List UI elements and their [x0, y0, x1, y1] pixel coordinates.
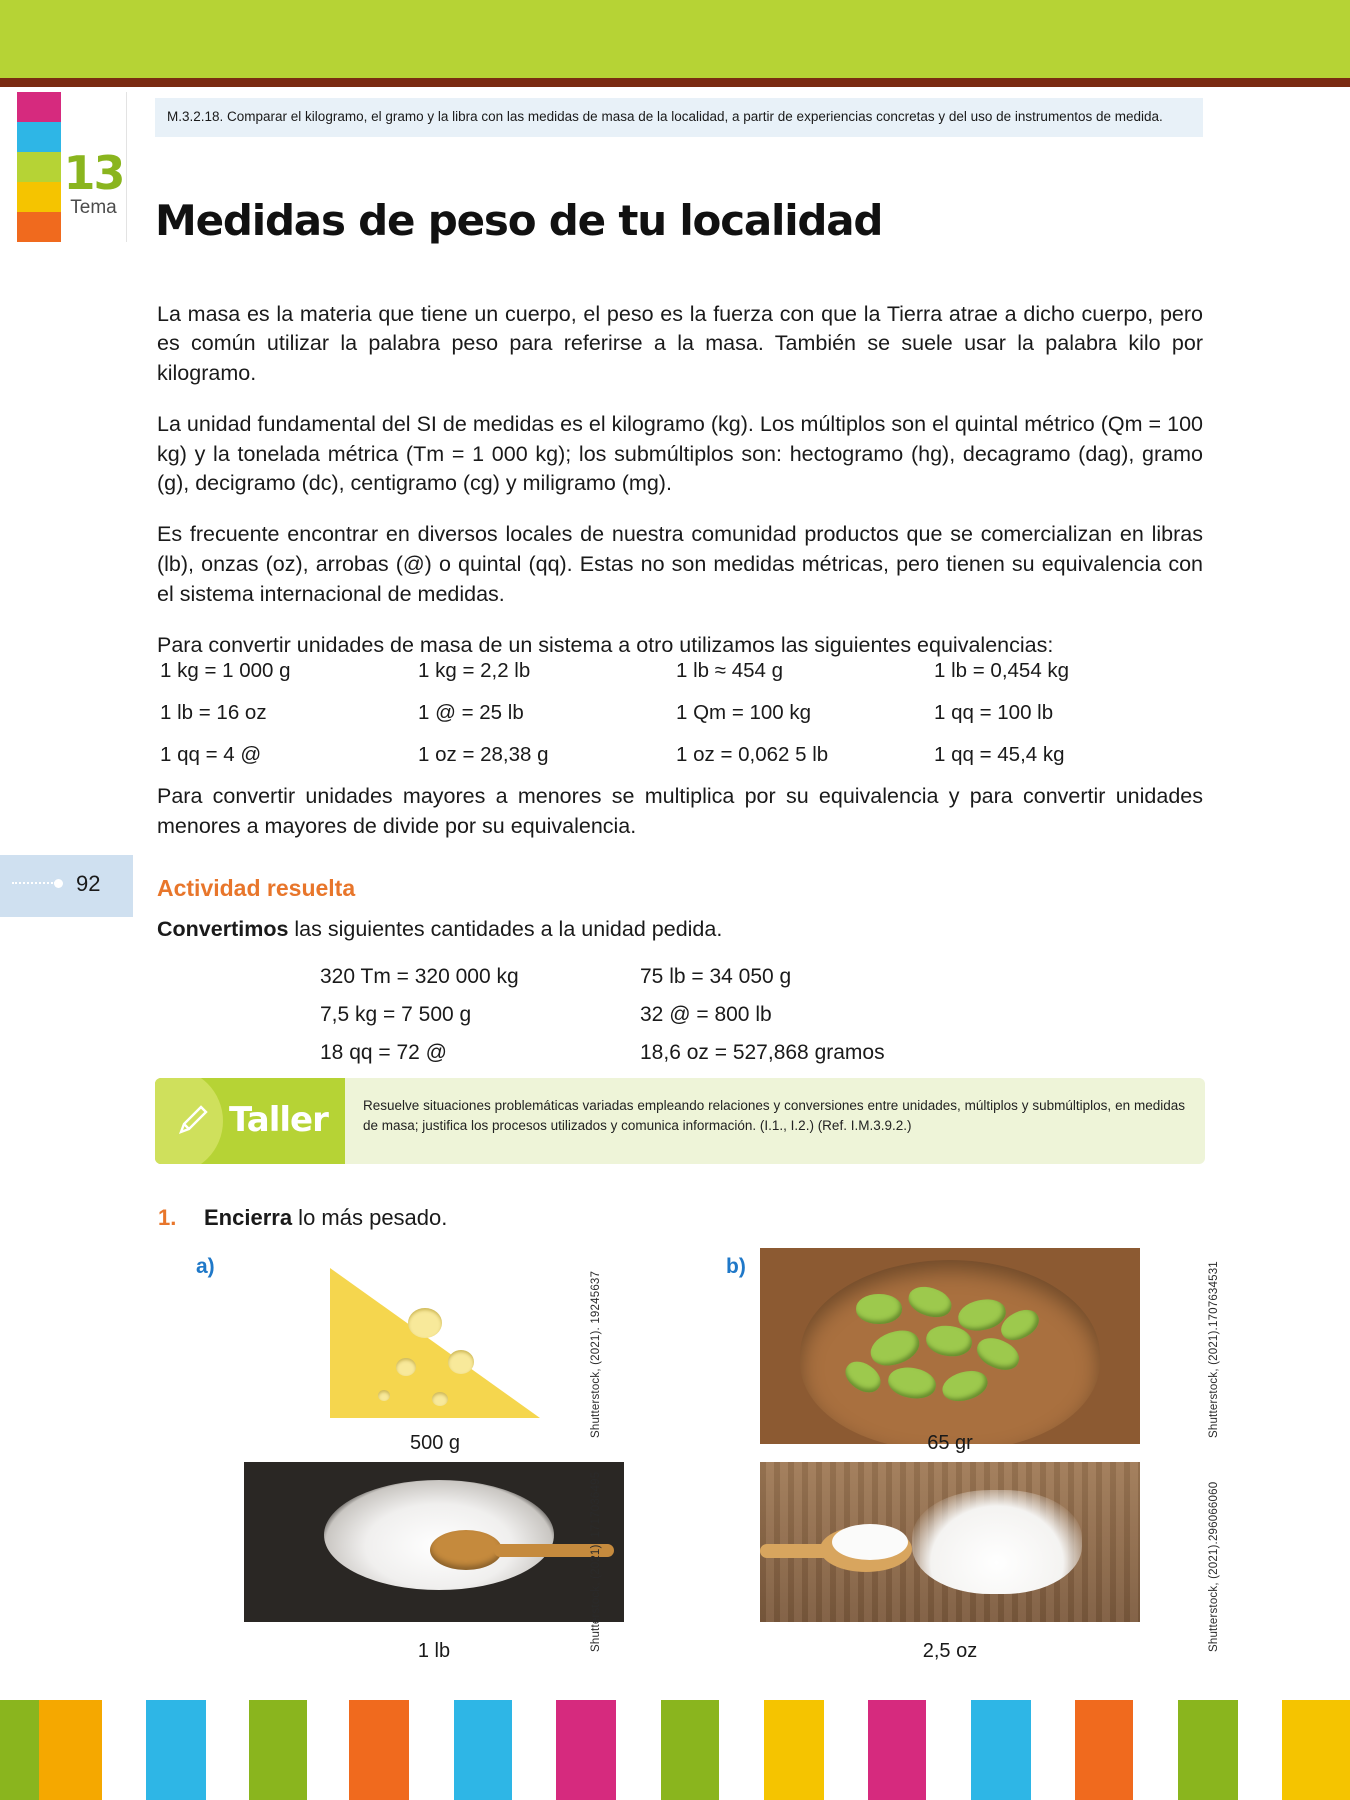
equiv-cell: 1 oz = 28,38 g: [418, 743, 549, 766]
paragraph-4: Para convertir unidades de masa de un sistema a otro utilizamos las siguientes equivalencias:: [157, 632, 1054, 657]
activity-intro-rest: las siguientes cantidades a la unidad pedida.: [288, 917, 723, 941]
equivalence-table: [160, 650, 1200, 776]
objective-banner: M.3.2.18. Comparar el kilogramo, el gramo y la libra con las medidas de masa de la localidad, a partir de experiencias concretas y del uso de instrumentos de medida.: [155, 98, 1203, 137]
activity-title: Actividad resuelta: [157, 875, 356, 901]
sugar-image[interactable]: [760, 1462, 1140, 1622]
taller-text: Resuelve situaciones problemáticas variadas empleando relaciones y conversiones entre unidades, múltiplos y submúltiplos, en medidas de masa; justifica los procesos utilizados y comunica información. (I.1., I.2.) (Ref. I.M.3.9.2.): [345, 1078, 1205, 1164]
activity-cell: 320 Tm = 320 000 kg: [320, 965, 519, 988]
activity-intro: [157, 917, 722, 942]
option-label-a: a): [196, 1255, 215, 1278]
pencil-icon: [173, 1100, 213, 1140]
tema-label: Tema: [70, 197, 117, 218]
activity-cell: 32 @ = 800 lb: [640, 1003, 772, 1026]
top-green-band: [0, 0, 1350, 78]
paragraph-2: La unidad fundamental del SI de medidas es el kilogramo (kg). Los múltiplos son el quintal métrico (Qm = 100 kg) y la tonelada métrica (Tm = 1 000 kg); los submúltiplos son: hectogramo (hg), decagramo (dag), gramo (g), decigramo (dc), centigramo (cg) y miligramo (mg).: [157, 411, 1203, 496]
bean: [856, 1294, 902, 1324]
page-title: Medidas de peso de tu localidad: [155, 196, 883, 246]
sugar-heap-shape: [912, 1490, 1082, 1594]
equiv-cell: 1 lb = 16 oz: [160, 701, 267, 724]
body-text: [157, 278, 1203, 674]
credit-beans: Shutterstock, (2021).1707634531: [1208, 1261, 1220, 1438]
activity-cell: 75 lb = 34 050 g: [640, 965, 792, 988]
cheese-image[interactable]: [300, 1250, 570, 1440]
bullet-dot-icon: [54, 879, 63, 888]
sugar-on-spoon: [832, 1524, 908, 1560]
equiv-cell: 1 @ = 25 lb: [418, 701, 524, 724]
paragraph-3: Es frecuente encontrar en diversos locales de nuestra comunidad productos que se comercializan en libras (lb), onzas (oz), arrobas (@) o quintal (qq). Estas no son medidas métricas, pero tienen su equivalencia con el sistema internacional de medidas.: [157, 522, 1203, 606]
exercise-instruction-rest: lo más pesado.: [292, 1205, 448, 1230]
activity-cell: 18,6 oz = 527,868 gramos: [640, 1041, 885, 1064]
cheese-hole: [448, 1350, 474, 1374]
activity-intro-bold: Convertimos: [157, 917, 289, 941]
beans-image[interactable]: [760, 1248, 1140, 1444]
equiv-cell: 1 Qm = 100 kg: [676, 701, 812, 724]
equiv-cell: 1 oz = 0,062 5 lb: [676, 743, 829, 766]
equiv-cell: 1 kg = 2,2 lb: [418, 659, 531, 682]
credit-salt: Shutterstock, (2021). 1717036495: [590, 1471, 602, 1652]
table-row: [160, 692, 1200, 734]
sugar-caption: 2,5 oz: [922, 1640, 978, 1662]
beans-caption: 65 gr: [927, 1432, 973, 1454]
taller-label: Taller: [229, 1100, 328, 1140]
equiv-cell: 1 qq = 4 @: [160, 743, 262, 766]
equiv-cell: 1 lb ≈ 454 g: [676, 659, 783, 682]
list-item: [320, 958, 1080, 996]
cheese-caption: 500 g: [409, 1432, 461, 1454]
equiv-cell: 1 lb = 0,454 kg: [934, 659, 1070, 682]
equiv-cell: 1 qq = 100 lb: [934, 701, 1054, 724]
paragraph-1: La masa es la materia que tiene un cuerpo, el peso es la fuerza con que la Tierra atrae a dicho cuerpo, pero es común utilizar la palabra peso para referirse a la masa. También se suele usar la palabra kilo por kilogramo.: [157, 301, 1203, 385]
tema-number: 13: [63, 146, 124, 200]
cheese-hole: [378, 1390, 390, 1401]
equiv-cell: 1 kg = 1 000 g: [160, 659, 291, 682]
exercise-instruction: [204, 1205, 447, 1231]
table-row: [160, 734, 1200, 776]
top-brown-rule: [0, 78, 1350, 87]
list-item: [320, 1034, 1080, 1072]
table-row: [160, 650, 1200, 692]
cheese-hole: [432, 1392, 448, 1406]
equiv-cell: 1 qq = 45,4 kg: [934, 743, 1065, 766]
salt-caption: 1 lb: [417, 1640, 451, 1662]
salt-pile-shape: [324, 1480, 554, 1590]
list-item: [320, 996, 1080, 1034]
cheese-hole: [396, 1358, 416, 1376]
taller-left-block: [155, 1078, 345, 1164]
exercise-number: 1.: [158, 1205, 177, 1230]
activity-cell: 18 qq = 72 @: [320, 1041, 447, 1064]
page-number: 92: [76, 871, 101, 896]
page-number-tab: [0, 855, 133, 917]
cheese-hole: [408, 1308, 442, 1338]
wooden-spoon-bowl: [430, 1530, 502, 1570]
activity-list: [320, 958, 1080, 1072]
credit-sugar: Shutterstock, (2021).296066060: [1208, 1481, 1220, 1652]
tema-badge: [61, 92, 127, 242]
bottom-color-strip: [0, 1700, 1350, 1800]
paragraph-after-table: Para convertir unidades mayores a menores se multiplica por su equivalencia y para convertir unidades menores a mayores de divide por su equivalencia.: [157, 784, 1203, 838]
option-label-b: b): [726, 1255, 746, 1278]
tema-color-stripes: [17, 92, 61, 242]
salt-image[interactable]: [244, 1462, 624, 1622]
activity-cell: 7,5 kg = 7 500 g: [320, 1003, 472, 1026]
credit-cheese: Shutterstock, (2021). 19245637: [590, 1270, 602, 1438]
dotted-rule: [12, 882, 56, 884]
exercise-instruction-bold: Encierra: [204, 1205, 293, 1230]
taller-banner: [155, 1078, 1205, 1164]
